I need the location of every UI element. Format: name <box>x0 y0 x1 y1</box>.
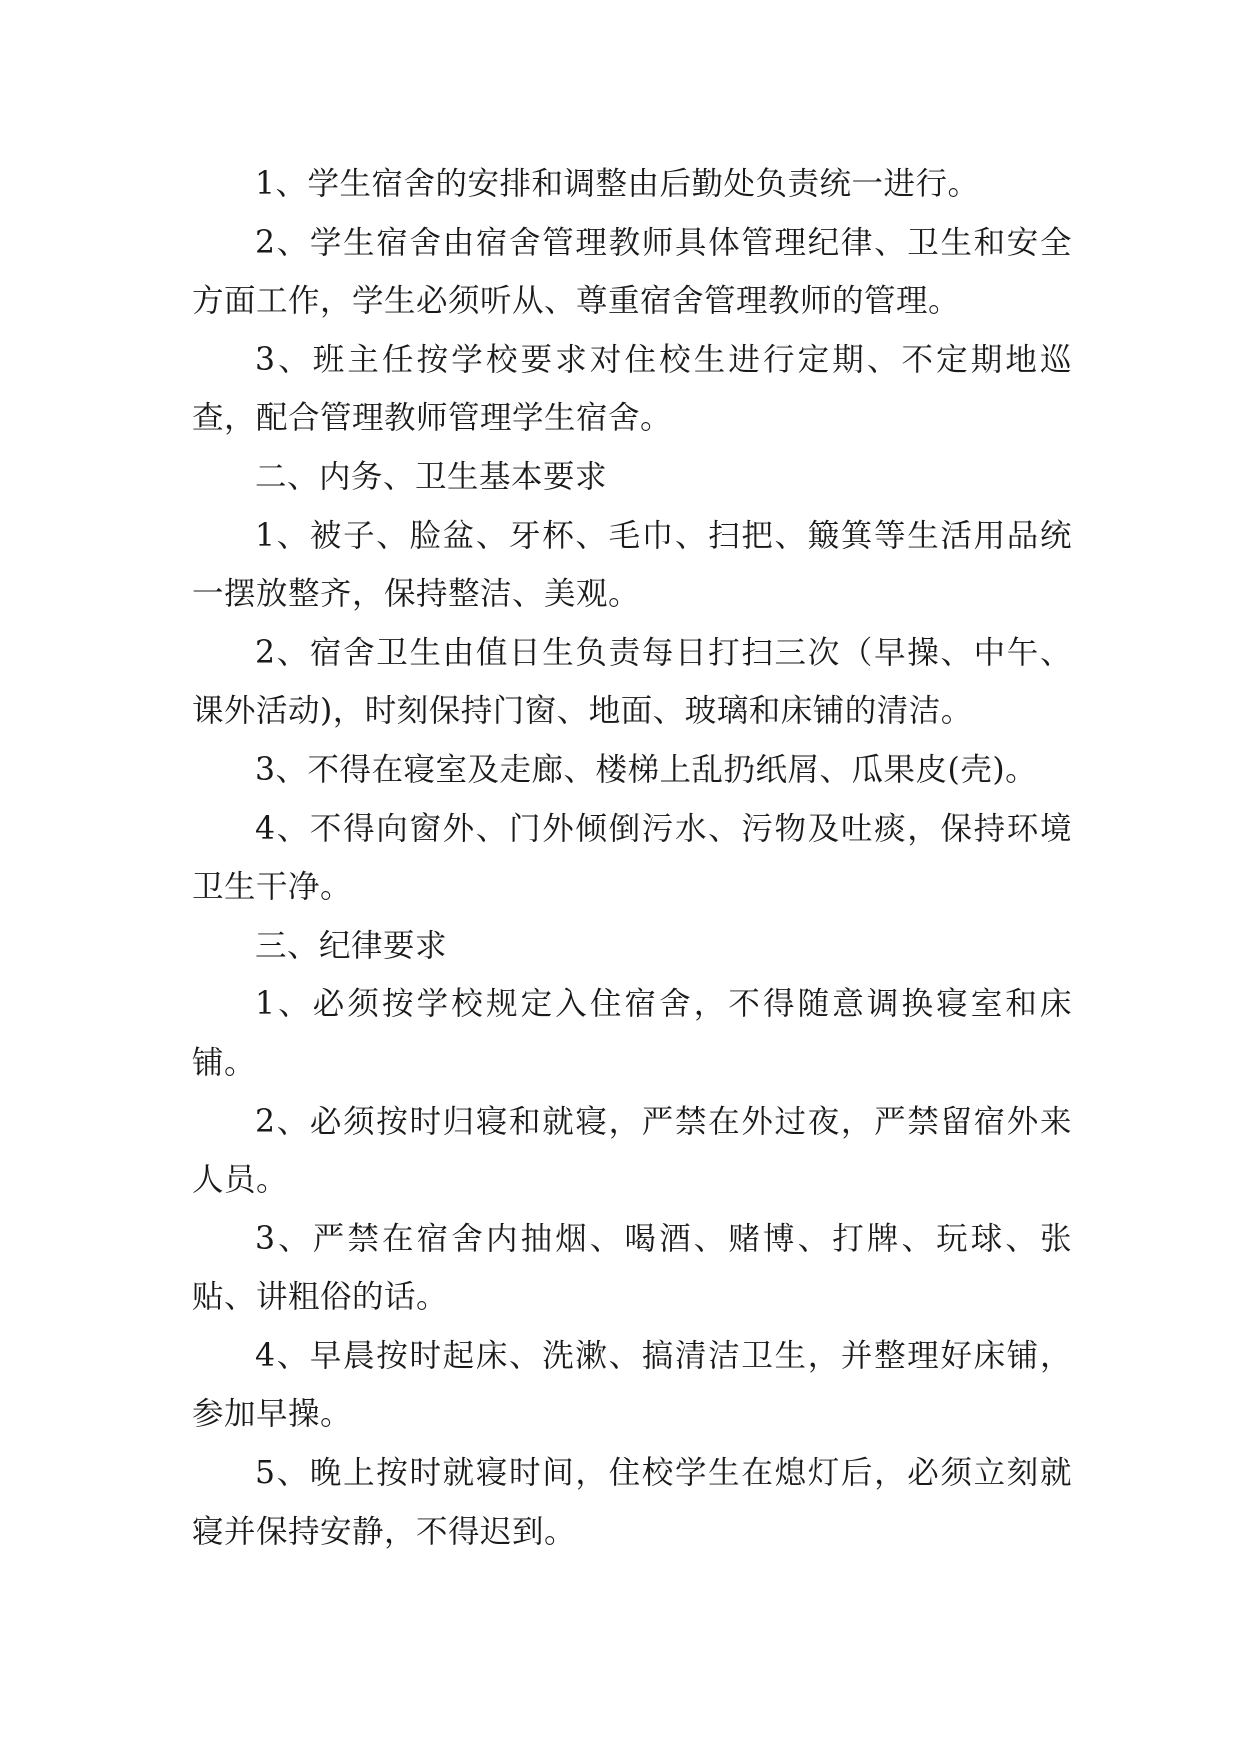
section-heading-hygiene: 二、内务、卫生基本要求 <box>255 458 608 495</box>
paragraph-head-teacher-inspection: 3、班主任按学校要求对住校生进行定期、不定期地巡查，配合管理教师管理学生宿舍。 <box>192 341 1072 437</box>
paragraph-dorm-management: 2、学生宿舍由宿舍管理教师具体管理纪律、卫生和安全方面工作，学生必须听从、尊重宿舍管理教师的管理。 <box>192 224 1072 320</box>
paragraph-dorm-arrangement: 1、学生宿舍的安排和调整由后勤处负责统一进行。 <box>255 166 980 202</box>
document-body <box>192 155 1072 1561</box>
paragraph-prohibited-behaviour: 3、严禁在宿舍内抽烟、喝酒、赌博、打牌、玩球、张贴、讲粗俗的话。 <box>192 1220 1072 1316</box>
paragraph-items-placement: 1、被子、脸盆、牙杯、毛巾、扫把、簸箕等生活用品统一摆放整齐，保持整洁、美观。 <box>192 517 1072 613</box>
section-heading-discipline: 三、纪律要求 <box>255 927 448 964</box>
paragraph-no-dumping: 4、不得向窗外、门外倾倒污水、污物及吐痰，保持环境卫生干净。 <box>192 810 1072 906</box>
paragraph-duty-cleaning: 2、宿舍卫生由值日生负责每日打扫三次（早操、中午、课外活动)，时刻保持门窗、地面、玻璃和床铺的清洁。 <box>192 634 1072 730</box>
paragraph-morning-routine: 4、早晨按时起床、洗漱、搞清洁卫生，并整理好床铺，参加早操。 <box>192 1337 1072 1433</box>
paragraph-curfew: 2、必须按时归寝和就寝，严禁在外过夜，严禁留宿外来人员。 <box>192 1103 1072 1199</box>
paragraph-no-littering: 3、不得在寝室及走廊、楼梯上乱扔纸屑、瓜果皮(壳)。 <box>255 751 1038 788</box>
paragraph-lights-out: 5、晚上按时就寝时间，住校学生在熄灯后，必须立刻就寝并保持安静，不得迟到。 <box>192 1455 1072 1550</box>
paragraph-assigned-dorm: 1、必须按学校规定入住宿舍，不得随意调换寝室和床铺。 <box>192 986 1072 1081</box>
